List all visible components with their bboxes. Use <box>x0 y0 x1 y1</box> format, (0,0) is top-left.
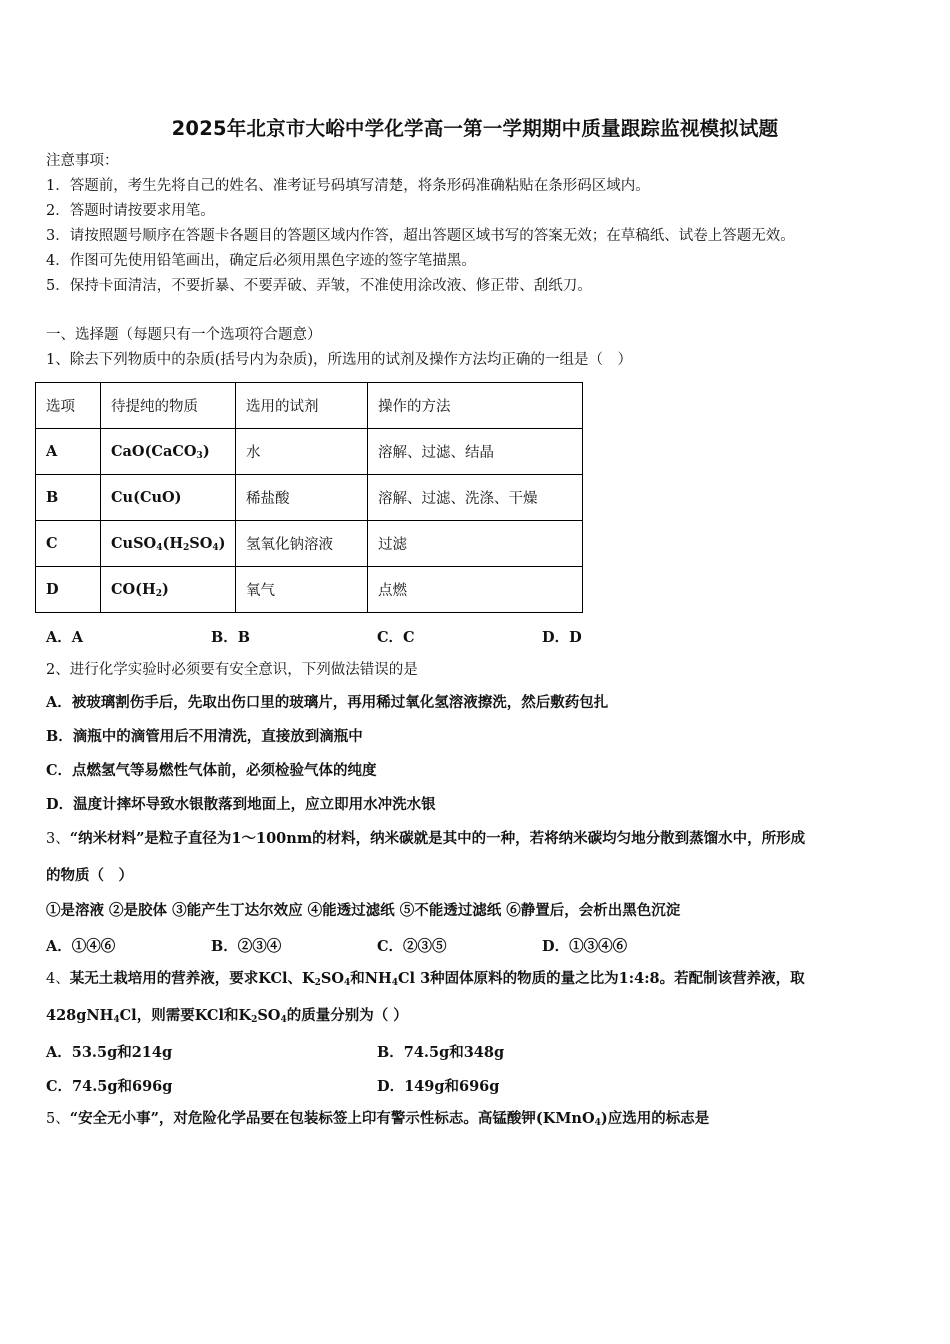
table-cell-substance: CaO(CaCO$_3$) <box>101 429 236 475</box>
page-title: 2025年北京市大峪中学化学高一第一学期期中质量跟踪监视模拟试题 <box>171 117 779 140</box>
table-cell-option: B <box>36 475 101 521</box>
question-4-stem: 4、某无土栽培用的营养液，要求KCl、$K_2SO_4$和$NH_4Cl$ 3种固体原料的物质的量之比为1:4:8。若配制该营养液，取 <box>46 970 805 988</box>
section-heading: 一、选择题（每题只有一个选项符合题意） <box>46 327 322 343</box>
table-header-cell: 待提纯的物质 <box>101 383 236 429</box>
table-row <box>36 521 583 567</box>
notice-item: 4．作图可先使用铅笔画出，确定后必须用黑色字迹的签字笔描黑。 <box>46 253 476 269</box>
question-3-stem: 3、“纳米材料”是粒子直径为1～100nm的材料，纳米碳就是其中的一种，若将纳米碳均匀地分散到蒸馏水中，所形成 <box>46 830 806 847</box>
q1-choice-a[interactable]: A．A <box>46 629 84 646</box>
table-header-row <box>36 383 583 429</box>
q1-choice-d[interactable]: D．D <box>542 629 582 646</box>
table-cell-reagent: 氢氧化钠溶液 <box>236 521 368 567</box>
question-3-stem-cont: 的物质（ ） <box>46 867 133 884</box>
question-1-stem: 1、除去下列物质中的杂质(括号内为杂质)，所选用的试剂及操作方法均正确的一组是（ ） <box>46 352 633 368</box>
table-cell-substance: $CO(H_2)$ <box>101 567 236 613</box>
q1-choice-b[interactable]: B．B <box>211 629 251 646</box>
table-cell-reagent: 稀盐酸 <box>236 475 368 521</box>
table-cell-option: D <box>36 567 101 613</box>
q3-choice-a[interactable]: A．①④⑥ <box>46 938 116 955</box>
table-row <box>36 429 583 475</box>
table-header-cell: 选用的试剂 <box>236 383 368 429</box>
q4-choice-c[interactable]: C．74.5g和696g <box>46 1078 173 1095</box>
q3-choice-d[interactable]: D．①③④⑥ <box>542 938 628 955</box>
question-1-table <box>35 382 583 613</box>
question-5-stem: 5、“安全无小事”，对危险化学品要在包装标签上印有警示性标志。高锰酸钾(KMnO$_4$)应选用的标志是 <box>46 1110 710 1128</box>
question-3-options: ①是溶液 ②是胶体 ③能产生丁达尔效应 ④能透过滤纸 ⑤不能透过滤纸 ⑥静置后，会析出黑色沉淀 <box>46 902 681 919</box>
table-cell-substance: $CuSO_4(H_2SO_4)$ <box>101 521 236 567</box>
question-2-stem: 2、进行化学实验时必须要有安全意识，下列做法错误的是 <box>46 662 418 678</box>
table-cell-method: 溶解、过滤、结晶 <box>368 429 583 475</box>
q4-choice-b[interactable]: B．74.5g和348g <box>377 1044 505 1061</box>
table-cell-method: 过滤 <box>368 521 583 567</box>
q2-choice-d[interactable]: D．温度计摔坏导致水银散落到地面上，应立即用水冲洗水银 <box>46 796 436 813</box>
notice-heading: 注意事项： <box>46 153 119 169</box>
table-cell-option: A <box>36 429 101 475</box>
notice-item: 5．保持卡面清洁，不要折暴、不要弄破、弄皱，不准使用涂改液、修正带、刮纸刀。 <box>46 278 592 294</box>
q2-choice-c[interactable]: C．点燃氢气等易燃性气体前，必须检验气体的纯度 <box>46 762 377 779</box>
table-cell-method: 溶解、过滤、洗涤、干燥 <box>368 475 583 521</box>
table-header-cell: 操作的方法 <box>368 383 583 429</box>
notice-item: 1．答题前，考生先将自己的姓名、准考证号码填写清楚，将条形码准确粘贴在条形码区域内。 <box>46 178 650 194</box>
q3-choice-c[interactable]: C．②③⑤ <box>377 938 447 955</box>
q2-choice-a[interactable]: A．被玻璃割伤手后，先取出伤口里的玻璃片，再用稀过氧化氢溶液擦洗，然后敷药包扎 <box>46 694 609 711</box>
q4-choice-a[interactable]: A．53.5g和214g <box>46 1044 173 1061</box>
notice-item: 3．请按照题号顺序在答题卡各题目的答题区域内作答，超出答题区域书写的答案无效；在草稿纸、试卷上答题无效。 <box>46 228 795 244</box>
question-4-stem-cont: 428gNH$_4$Cl，则需要KCl和$K_2SO_4$的质量分别为（ ） <box>46 1007 408 1025</box>
notice-item: 2．答题时请按要求用笔。 <box>46 203 215 219</box>
q4-choice-d[interactable]: D．149g和696g <box>377 1078 500 1095</box>
q3-choice-b[interactable]: B．②③④ <box>211 938 282 955</box>
table-row <box>36 567 583 613</box>
table-cell-option: C <box>36 521 101 567</box>
table-header-cell: 选项 <box>36 383 101 429</box>
table-cell-reagent: 水 <box>236 429 368 475</box>
q1-choice-c[interactable]: C．C <box>377 629 415 646</box>
table-row <box>36 475 583 521</box>
table-cell-substance: Cu(CuO) <box>101 475 236 521</box>
table-cell-method: 点燃 <box>368 567 583 613</box>
table-cell-reagent: 氧气 <box>236 567 368 613</box>
q2-choice-b[interactable]: B．滴瓶中的滴管用后不用清洗，直接放到滴瓶中 <box>46 728 363 745</box>
